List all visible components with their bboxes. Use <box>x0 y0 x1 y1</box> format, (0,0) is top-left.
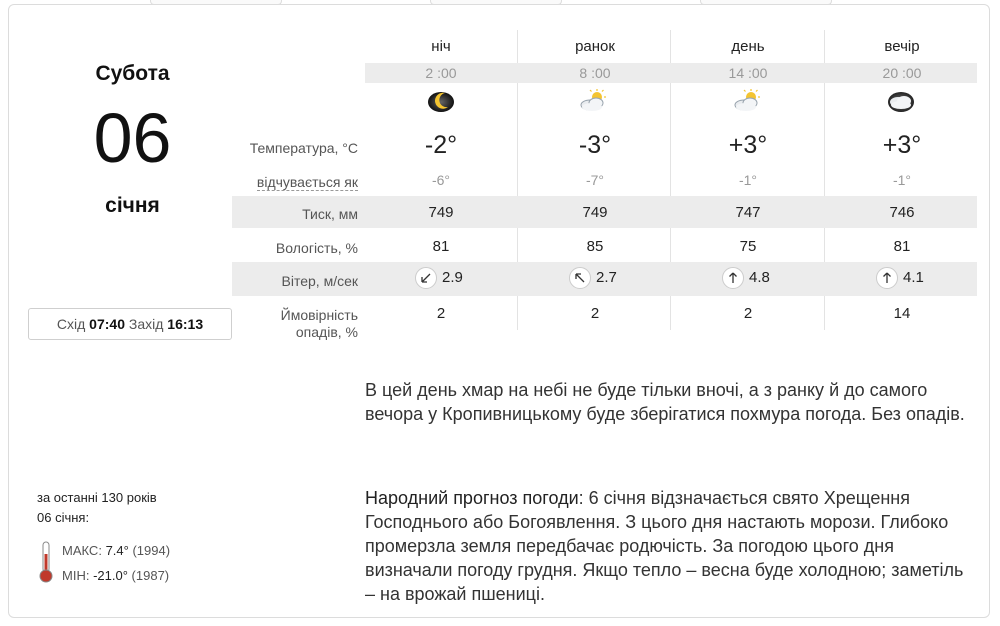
time-evening: 20 :00 <box>882 65 922 81</box>
temp-day: +3° <box>728 131 768 159</box>
history-heading: за останні 130 років <box>37 490 157 505</box>
history-block <box>37 488 237 528</box>
month-name: січня <box>105 194 160 217</box>
period-evening: вечір <box>884 38 920 55</box>
time-day: 14 :00 <box>728 65 768 81</box>
precip-label <box>228 307 358 341</box>
overcast-icon <box>886 88 916 114</box>
humidity-morning: 85 <box>586 238 604 255</box>
wind-speed: 2.7 <box>596 269 617 286</box>
sun-cloud-icon <box>732 88 762 114</box>
pressure-evening: 746 <box>889 204 915 221</box>
pressure-label: Тиск, мм <box>302 206 358 222</box>
history-min-label: МІН: <box>62 568 90 583</box>
humidity-evening: 81 <box>893 238 911 255</box>
weekday: Субота <box>95 62 170 85</box>
wind-arrow-northwest-icon <box>569 267 591 289</box>
wind-speed: 4.8 <box>749 269 770 286</box>
history-min-year: (1987) <box>131 568 170 583</box>
history-max-label: МАКС: <box>62 543 102 558</box>
humidity-label: Вологість, % <box>275 240 358 256</box>
moon-cloud-icon <box>426 88 456 114</box>
period-day: день <box>731 38 765 55</box>
wind-label: Вітер, м/сек <box>281 273 358 289</box>
history-min-value: -21.0° <box>93 568 128 583</box>
day-number: 06 <box>93 99 172 177</box>
history-max <box>62 543 170 558</box>
folk-forecast-title: Народний прогноз погоди <box>365 488 579 508</box>
precip-evening: 14 <box>893 305 911 322</box>
sunset-time: 16:13 <box>167 316 204 332</box>
precip-label-line2: опадів, % <box>295 324 358 340</box>
sunrise-sunset-box <box>28 308 232 340</box>
precip-label-line1: Ймовірність <box>280 307 358 323</box>
pressure-night: 749 <box>428 204 454 221</box>
sunrise-label: Схід <box>56 316 86 332</box>
temp-morning: -3° <box>578 131 612 159</box>
history-date: 06 січня: <box>37 510 90 525</box>
feels-evening: -1° <box>892 172 912 188</box>
thermometer-icon <box>38 540 54 584</box>
feels-like-label[interactable] <box>228 174 358 190</box>
temp-evening: +3° <box>882 131 922 159</box>
feels-day: -1° <box>738 172 758 188</box>
wind-arrow-north-icon <box>876 267 898 289</box>
folk-forecast <box>365 486 977 606</box>
wind-night <box>371 266 511 294</box>
wind-arrow-southwest-icon <box>415 267 437 289</box>
history-max-year: (1994) <box>132 543 171 558</box>
wind-speed: 4.1 <box>903 269 924 286</box>
humidity-day: 75 <box>739 238 757 255</box>
time-night: 2 :00 <box>425 65 457 81</box>
wind-day <box>678 266 818 294</box>
pressure-morning: 749 <box>582 204 608 221</box>
folk-forecast-text: : 6 січня відзначається свято Хрещення Господнього або Богоявлення. З цього дня настають морози. Глибоко промерзла земля передбачає родючість. За погодою цього дня визначали погоду грудня. Якщо тепло – весна буде холодною; заметіль – на врожай пшениці. <box>365 488 964 604</box>
history-max-value: 7.4° <box>105 543 129 558</box>
history-min <box>62 568 169 583</box>
period-morning: ранок <box>575 38 615 55</box>
feels-night: -6° <box>431 172 451 188</box>
humidity-night: 81 <box>432 238 450 255</box>
sunset-label: Захід <box>128 316 164 332</box>
temperature-label: Температура, °C <box>249 140 358 156</box>
wind-morning <box>525 266 665 294</box>
feels-like-link[interactable]: відчувається як <box>256 174 358 190</box>
feels-morning: -7° <box>585 172 605 188</box>
precip-morning: 2 <box>590 305 600 322</box>
weather-description: В цей день хмар на небі не буде тільки вночі, а з ранку й до самого вечора у Кропивницькому буде зберігатися похмура погода. Без опадів. <box>365 380 965 424</box>
wind-arrow-north-icon <box>722 267 744 289</box>
sun-cloud-icon <box>578 88 608 114</box>
wind-evening <box>832 266 972 294</box>
wind-speed: 2.9 <box>442 269 463 286</box>
time-morning: 8 :00 <box>579 65 611 81</box>
precip-day: 2 <box>743 305 753 322</box>
period-night: ніч <box>431 38 451 55</box>
precip-night: 2 <box>436 305 446 322</box>
pressure-day: 747 <box>735 204 761 221</box>
sunrise-time: 07:40 <box>89 316 125 332</box>
temp-night: -2° <box>424 131 458 159</box>
